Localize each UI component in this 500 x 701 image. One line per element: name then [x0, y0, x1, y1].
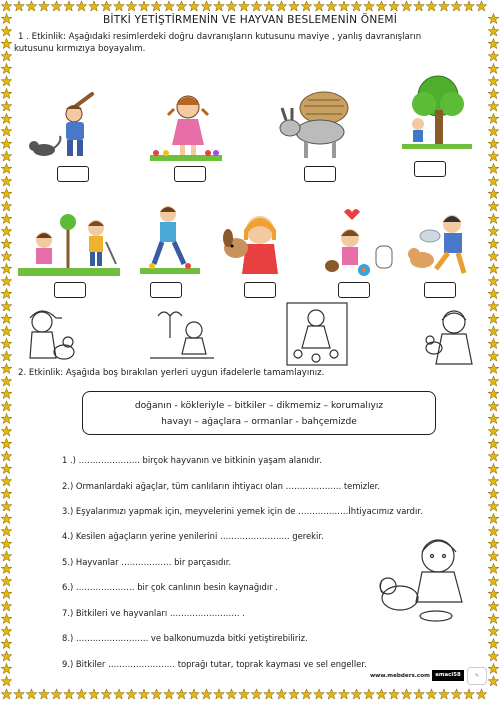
border-star	[164, 1, 175, 11]
border-star	[1, 551, 12, 561]
border-star	[214, 1, 225, 11]
border-star	[488, 438, 499, 448]
border-star	[1, 188, 12, 198]
border-star	[226, 1, 237, 11]
border-star	[276, 1, 287, 11]
border-star	[1, 226, 12, 236]
border-star	[488, 63, 499, 73]
border-star	[1, 526, 12, 536]
border-star	[488, 213, 499, 223]
child-planting-lineart	[146, 304, 218, 364]
border-star	[1, 413, 12, 423]
border-star	[164, 689, 175, 699]
border-star	[488, 176, 499, 186]
border-star	[488, 51, 499, 61]
answer-box-9[interactable]	[424, 282, 456, 298]
border-star	[76, 689, 87, 699]
border-star	[464, 689, 475, 699]
border-star	[26, 1, 37, 11]
border-star	[488, 488, 499, 498]
question-3: 3.) Eşyalarımızı yapmak için, meyvelerini yemek için de ………………İhtiyacımız vardır.	[62, 506, 423, 516]
border-star	[1, 176, 12, 186]
border-star	[488, 76, 499, 86]
border-star	[64, 689, 75, 699]
border-star	[476, 1, 487, 11]
footer-logo: ✎	[467, 667, 487, 685]
boy-kicking-dog-illustration	[406, 208, 482, 278]
border-star	[364, 689, 375, 699]
border-star	[239, 689, 250, 699]
border-star	[214, 689, 225, 699]
border-star	[488, 513, 499, 523]
border-star	[1, 426, 12, 436]
footer-code-badge: amaci58	[432, 670, 464, 681]
border-star	[289, 689, 300, 699]
border-star	[488, 238, 499, 248]
border-star	[1, 501, 12, 511]
border-star	[201, 689, 212, 699]
question-1: 1 .) …………………. birçok hayvanın ve bitkinin yaşam alanıdır.	[62, 455, 322, 465]
word-bank	[82, 391, 436, 435]
border-star	[1, 676, 12, 686]
border-star	[488, 451, 499, 461]
border-star	[488, 476, 499, 486]
border-star	[488, 388, 499, 398]
border-star	[488, 588, 499, 598]
border-star	[488, 201, 499, 211]
border-star	[488, 101, 499, 111]
border-star	[488, 188, 499, 198]
border-star	[1, 51, 12, 61]
border-star	[488, 363, 499, 373]
child-with-kitten-lineart	[424, 306, 480, 372]
border-star	[1, 151, 12, 161]
border-star	[326, 689, 337, 699]
border-star	[326, 1, 337, 11]
border-star	[476, 689, 487, 699]
border-star	[176, 1, 187, 11]
answer-box-2[interactable]	[174, 166, 206, 182]
border-star	[1, 88, 12, 98]
border-star	[488, 251, 499, 261]
border-star	[389, 1, 400, 11]
border-star	[339, 1, 350, 11]
girl-hugging-dog-illustration	[216, 208, 294, 280]
border-star	[314, 1, 325, 11]
border-star	[276, 689, 287, 699]
question-9: 9.) Bitkiler …………………… toprağı tutar, toprak kayması ve sel engeller.	[62, 659, 367, 669]
border-star	[488, 113, 499, 123]
border-star	[439, 689, 450, 699]
boy-stepping-on-flowers-illustration	[140, 202, 200, 278]
border-star	[1, 276, 12, 286]
border-star	[1, 601, 12, 611]
border-star	[488, 551, 499, 561]
border-star	[364, 1, 375, 11]
border-star	[39, 689, 50, 699]
border-star	[488, 163, 499, 173]
boy-hitting-cat-illustration	[24, 92, 104, 164]
answer-box-3[interactable]	[304, 166, 336, 182]
border-star	[376, 689, 387, 699]
border-star	[189, 1, 200, 11]
border-star	[1, 263, 12, 273]
border-star	[89, 1, 100, 11]
girl-with-pets-illustration	[324, 206, 396, 278]
border-star	[1, 238, 12, 248]
girl-planting-flowers-illustration	[146, 87, 226, 165]
page-title: BİTKİ YETİŞTİRMENİN VE HAYVAN BESLEMENİN ÖNEMİ	[102, 14, 398, 26]
border-star	[1, 363, 12, 373]
border-star	[488, 351, 499, 361]
activity1-instruction-line2: kutusunu kırmızıya boyayalım.	[14, 44, 146, 54]
word-bank-line2: havayı – ağaçlara – ormanlar - bahçemizde	[161, 417, 357, 427]
boy-with-cat-lineart	[20, 304, 80, 366]
question-5: 5.) Hayvanlar ……………… bir parçasıdır.	[62, 557, 232, 567]
border-star	[189, 689, 200, 699]
border-star	[1, 376, 12, 386]
question-2: 2.) Ormanlardaki ağaçlar, tüm canlıların ihtiyacı olan ……………….. temizler.	[62, 481, 381, 491]
border-star	[1, 138, 12, 148]
border-star	[339, 689, 350, 699]
border-star	[1, 26, 12, 36]
border-star	[1, 463, 12, 473]
border-star	[114, 1, 125, 11]
border-star	[488, 301, 499, 311]
border-star	[488, 563, 499, 573]
border-star	[1, 63, 12, 73]
border-star	[488, 576, 499, 586]
border-star	[488, 126, 499, 136]
border-star	[1, 213, 12, 223]
border-star	[488, 651, 499, 661]
question-4: 4.) Kesilen ağaçların yerine yenilerini ……………………. gerekir.	[62, 531, 324, 541]
border-star	[488, 626, 499, 636]
border-star	[1, 663, 12, 673]
border-star	[101, 689, 112, 699]
border-star	[1, 563, 12, 573]
answer-box-7[interactable]	[244, 282, 276, 298]
answer-box-1[interactable]	[57, 166, 89, 182]
border-star	[488, 613, 499, 623]
border-star	[1, 451, 12, 461]
border-star	[176, 689, 187, 699]
border-star	[1, 201, 12, 211]
border-star	[488, 601, 499, 611]
border-star	[401, 689, 412, 699]
border-star	[488, 326, 499, 336]
border-star	[1, 126, 12, 136]
border-star	[351, 689, 362, 699]
border-star	[1, 338, 12, 348]
border-star	[126, 1, 137, 11]
border-star	[488, 263, 499, 273]
border-star	[488, 413, 499, 423]
border-star	[1, 626, 12, 636]
border-star	[351, 1, 362, 11]
border-star	[139, 1, 150, 11]
word-bank-line1: doğanın - kökleriyle – bitkiler – dikmemiz – korumalıyız	[134, 401, 384, 411]
border-star	[488, 338, 499, 348]
border-star	[488, 38, 499, 48]
border-star	[114, 689, 125, 699]
border-star	[251, 1, 262, 11]
border-star	[1, 689, 12, 699]
activity2-instruction: 2. Etkinlik: Aşağıda boş bırakılan yerleri uygun ifadelerle tamamlayınız.	[18, 368, 325, 378]
border-star	[314, 689, 325, 699]
answer-box-8[interactable]	[338, 282, 370, 298]
border-star	[1, 476, 12, 486]
border-star	[151, 689, 162, 699]
border-star	[488, 426, 499, 436]
girl-watering-flowers-lineart	[286, 302, 348, 366]
border-star	[1, 538, 12, 548]
border-star	[1, 288, 12, 298]
border-star	[26, 689, 37, 699]
border-star	[14, 689, 25, 699]
border-star	[1, 326, 12, 336]
border-star	[126, 689, 137, 699]
border-star	[451, 689, 462, 699]
border-star	[139, 689, 150, 699]
border-star	[1, 401, 12, 411]
border-star	[64, 1, 75, 11]
border-star	[14, 1, 25, 11]
border-star	[488, 276, 499, 286]
border-star	[426, 1, 437, 11]
border-star	[1, 301, 12, 311]
border-star	[488, 226, 499, 236]
border-star	[1, 76, 12, 86]
border-star	[264, 1, 275, 11]
border-star	[39, 1, 50, 11]
border-star	[1, 638, 12, 648]
border-star	[414, 1, 425, 11]
border-star	[426, 689, 437, 699]
border-star	[488, 638, 499, 648]
border-star	[488, 313, 499, 323]
border-star	[251, 689, 262, 699]
border-star	[1, 351, 12, 361]
border-star	[488, 288, 499, 298]
border-star	[51, 1, 62, 11]
border-star	[1, 163, 12, 173]
boy-feeding-puppy-lineart	[376, 532, 480, 630]
question-8: 8.) …………………….. ve balkonumuzda bitki yetiştirebiliriz.	[62, 633, 308, 643]
border-star	[1, 1, 12, 11]
border-star	[51, 689, 62, 699]
border-star	[1, 38, 12, 48]
border-star	[488, 13, 499, 23]
question-6: 6.) ………………… bir çok canlının besin kaynağıdır .	[62, 582, 278, 592]
border-star	[389, 689, 400, 699]
border-star	[76, 1, 87, 11]
border-star	[1, 588, 12, 598]
worksheet-page	[14, 12, 486, 689]
border-star	[1, 613, 12, 623]
border-star	[201, 1, 212, 11]
border-star	[488, 501, 499, 511]
border-star	[1, 488, 12, 498]
border-star	[1, 13, 12, 23]
border-star	[439, 1, 450, 11]
border-star	[1, 438, 12, 448]
border-star	[488, 526, 499, 536]
border-star	[464, 1, 475, 11]
border-star	[488, 676, 499, 686]
border-star	[488, 138, 499, 148]
border-star	[488, 401, 499, 411]
border-star	[1, 313, 12, 323]
border-star	[488, 26, 499, 36]
border-star	[488, 538, 499, 548]
answer-box-6[interactable]	[150, 282, 182, 298]
border-star	[289, 1, 300, 11]
children-planting-tree-illustration	[18, 206, 120, 278]
border-star	[101, 1, 112, 11]
border-star	[226, 689, 237, 699]
border-star	[414, 689, 425, 699]
border-star	[401, 1, 412, 11]
border-star	[1, 513, 12, 523]
border-star	[1, 101, 12, 111]
overloaded-donkey-illustration	[274, 86, 359, 166]
border-star	[488, 376, 499, 386]
border-star	[1, 576, 12, 586]
border-star	[1, 651, 12, 661]
border-star	[1, 388, 12, 398]
border-star	[1, 113, 12, 123]
border-star	[89, 689, 100, 699]
border-star	[239, 1, 250, 11]
border-star	[488, 463, 499, 473]
answer-box-5[interactable]	[54, 282, 86, 298]
answer-box-4[interactable]	[414, 161, 446, 177]
border-star	[488, 88, 499, 98]
border-star	[264, 689, 275, 699]
child-watering-tree-illustration	[398, 74, 476, 152]
question-7: 7.) Bitkileri ve hayvanları ……………………. .	[62, 608, 245, 618]
activity1-instruction-line1: 1 . Etkinlik: Aşağıdaki resimlerdeki doğru davranışların kutusunu maviye , yanlış davranışların	[18, 32, 422, 42]
border-star	[488, 663, 499, 673]
border-star	[151, 1, 162, 11]
border-star	[488, 151, 499, 161]
border-star	[1, 251, 12, 261]
border-star	[376, 1, 387, 11]
border-star	[451, 1, 462, 11]
border-star	[301, 1, 312, 11]
footer-site: www.mebders.com	[370, 673, 430, 679]
border-star	[301, 689, 312, 699]
